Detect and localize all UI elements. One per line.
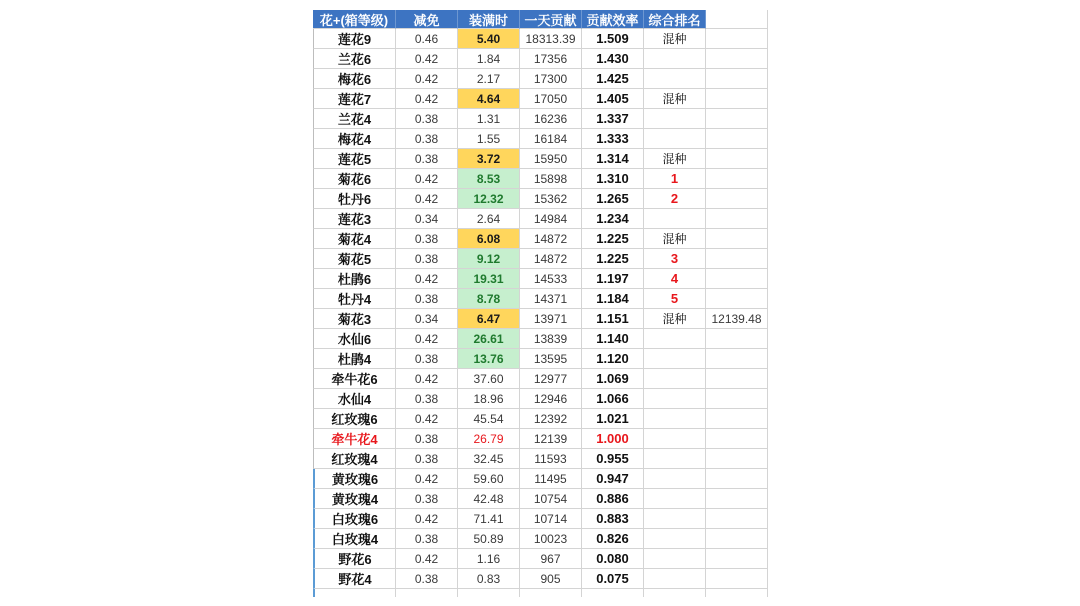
efficiency-cell: 1.337 [582,109,644,129]
daily-contribution-cell: 12392 [520,409,582,429]
trailing-cell [313,589,396,597]
fill-time-cell: 12.32 [458,189,520,209]
table-row [313,249,768,269]
flower-cell: 兰花4 [313,109,396,129]
extra-cell [706,409,768,429]
efficiency-cell: 1.197 [582,269,644,289]
reduction-cell: 0.38 [396,229,458,249]
efficiency-cell: 1.314 [582,149,644,169]
daily-contribution-cell: 12139 [520,429,582,449]
rank-cell: 混种 [644,89,706,109]
flower-cell: 野花4 [313,569,396,589]
rank-cell: 混种 [644,229,706,249]
header-blank [706,10,768,29]
table-row [313,289,768,309]
reduction-cell: 0.34 [396,209,458,229]
daily-contribution-cell: 11495 [520,469,582,489]
efficiency-cell: 1.000 [582,429,644,449]
daily-contribution-cell: 12946 [520,389,582,409]
efficiency-cell: 0.955 [582,449,644,469]
flower-cell: 野花6 [313,549,396,569]
extra-cell [706,129,768,149]
daily-contribution-cell: 15898 [520,169,582,189]
extra-cell [706,289,768,309]
flower-cell: 菊花5 [313,249,396,269]
efficiency-cell: 1.509 [582,29,644,49]
table-row [313,489,768,509]
table-row [313,29,768,49]
daily-contribution-cell: 13839 [520,329,582,349]
reduction-cell: 0.42 [396,69,458,89]
extra-cell [706,509,768,529]
extra-cell [706,189,768,209]
extra-cell [706,529,768,549]
daily-contribution-cell: 16184 [520,129,582,149]
trailing-row [313,589,768,597]
flower-cell: 梅花6 [313,69,396,89]
fill-time-cell: 6.47 [458,309,520,329]
daily-contribution-cell: 17300 [520,69,582,89]
header-row [313,10,768,29]
fill-time-cell: 1.16 [458,549,520,569]
rank-cell [644,209,706,229]
daily-contribution-cell: 15950 [520,149,582,169]
table-row [313,149,768,169]
fill-time-cell: 71.41 [458,509,520,529]
extra-cell [706,49,768,69]
flower-cell: 菊花3 [313,309,396,329]
flower-cell: 牡丹6 [313,189,396,209]
extra-cell [706,369,768,389]
table-row [313,549,768,569]
fill-time-cell: 2.64 [458,209,520,229]
daily-contribution-cell: 10023 [520,529,582,549]
efficiency-cell: 1.021 [582,409,644,429]
header-reduction: 减免 [396,10,458,29]
daily-contribution-cell: 17050 [520,89,582,109]
table-row [313,69,768,89]
fill-time-cell: 32.45 [458,449,520,469]
reduction-cell: 0.38 [396,149,458,169]
header-fill-time: 装满时 [458,10,520,29]
reduction-cell: 0.42 [396,329,458,349]
flower-cell: 菊花4 [313,229,396,249]
daily-contribution-cell: 905 [520,569,582,589]
daily-contribution-cell: 967 [520,549,582,569]
reduction-cell: 0.38 [396,249,458,269]
rank-cell: 5 [644,289,706,309]
daily-contribution-cell: 10754 [520,489,582,509]
fill-time-cell: 3.72 [458,149,520,169]
extra-cell [706,229,768,249]
rank-cell [644,369,706,389]
reduction-cell: 0.38 [396,349,458,369]
rank-cell [644,429,706,449]
flower-cell: 梅花4 [313,129,396,149]
rank-cell: 混种 [644,309,706,329]
fill-time-cell: 26.79 [458,429,520,449]
rank-cell [644,109,706,129]
extra-cell [706,429,768,449]
table-row [313,389,768,409]
daily-contribution-cell: 14984 [520,209,582,229]
fill-time-cell: 45.54 [458,409,520,429]
flower-cell: 白玫瑰4 [313,529,396,549]
fill-time-cell: 1.31 [458,109,520,129]
reduction-cell: 0.38 [396,289,458,309]
rank-cell [644,489,706,509]
reduction-cell: 0.38 [396,569,458,589]
header-daily-contribution: 一天贡献 [520,10,582,29]
fill-time-cell: 5.40 [458,29,520,49]
fill-time-cell: 13.76 [458,349,520,369]
efficiency-cell: 0.826 [582,529,644,549]
reduction-cell: 0.38 [396,449,458,469]
daily-contribution-cell: 15362 [520,189,582,209]
rank-cell: 4 [644,269,706,289]
fill-time-cell: 18.96 [458,389,520,409]
reduction-cell: 0.42 [396,469,458,489]
reduction-cell: 0.38 [396,489,458,509]
extra-cell [706,209,768,229]
table-row [313,409,768,429]
daily-contribution-cell: 13971 [520,309,582,329]
efficiency-cell: 1.425 [582,69,644,89]
table-row [313,89,768,109]
table-row [313,109,768,129]
efficiency-cell: 0.886 [582,489,644,509]
trailing-cell [396,589,458,597]
daily-contribution-cell: 14533 [520,269,582,289]
rank-cell: 2 [644,189,706,209]
rank-cell: 1 [644,169,706,189]
daily-contribution-cell: 14371 [520,289,582,309]
daily-contribution-cell: 14872 [520,249,582,269]
reduction-cell: 0.42 [396,89,458,109]
fill-time-cell: 2.17 [458,69,520,89]
reduction-cell: 0.34 [396,309,458,329]
flower-cell: 红玫瑰4 [313,449,396,469]
table-body [313,29,768,589]
extra-cell [706,69,768,89]
rank-cell [644,349,706,369]
extra-cell [706,149,768,169]
table-row [313,329,768,349]
trailing-cell [458,589,520,597]
efficiency-cell: 0.080 [582,549,644,569]
table-row [313,269,768,289]
fill-time-cell: 26.61 [458,329,520,349]
rank-cell [644,509,706,529]
trailing-cell [582,589,644,597]
fill-time-cell: 19.31 [458,269,520,289]
fill-time-cell: 8.53 [458,169,520,189]
table-row [313,309,768,329]
extra-cell [706,469,768,489]
efficiency-cell: 1.066 [582,389,644,409]
fill-time-cell: 9.12 [458,249,520,269]
reduction-cell: 0.38 [396,129,458,149]
spreadsheet-table [313,10,768,597]
reduction-cell: 0.38 [396,429,458,449]
rank-cell [644,469,706,489]
table-row [313,369,768,389]
rank-cell: 混种 [644,149,706,169]
trailing-cell [520,589,582,597]
flower-cell: 杜鹃4 [313,349,396,369]
fill-time-cell: 6.08 [458,229,520,249]
efficiency-cell: 1.405 [582,89,644,109]
daily-contribution-cell: 16236 [520,109,582,129]
rank-cell [644,409,706,429]
table-row [313,509,768,529]
flower-cell: 黄玫瑰6 [313,469,396,489]
extra-cell [706,329,768,349]
efficiency-cell: 0.883 [582,509,644,529]
extra-cell [706,169,768,189]
flower-cell: 莲花7 [313,89,396,109]
flower-cell: 牵牛花6 [313,369,396,389]
extra-cell [706,389,768,409]
flower-cell: 莲花9 [313,29,396,49]
rank-cell [644,129,706,149]
efficiency-cell: 1.151 [582,309,644,329]
daily-contribution-cell: 10714 [520,509,582,529]
flower-cell: 莲花5 [313,149,396,169]
rank-cell [644,389,706,409]
efficiency-cell: 0.075 [582,569,644,589]
rank-cell: 混种 [644,29,706,49]
fill-time-cell: 1.84 [458,49,520,69]
reduction-cell: 0.42 [396,49,458,69]
table-row [313,49,768,69]
table-row [313,469,768,489]
extra-cell [706,249,768,269]
daily-contribution-cell: 18313.39 [520,29,582,49]
trailing-cell [644,589,706,597]
daily-contribution-cell: 17356 [520,49,582,69]
fill-time-cell: 4.64 [458,89,520,109]
table-row [313,229,768,249]
rank-cell [644,49,706,69]
header-overall-rank: 综合排名 [644,10,706,29]
efficiency-cell: 1.069 [582,369,644,389]
flower-cell: 牵牛花4 [313,429,396,449]
extra-cell [706,349,768,369]
rank-cell [644,69,706,89]
table-row [313,429,768,449]
flower-cell: 黄玫瑰4 [313,489,396,509]
flower-cell: 水仙6 [313,329,396,349]
table-row [313,349,768,369]
flower-cell: 水仙4 [313,389,396,409]
fill-time-cell: 50.89 [458,529,520,549]
extra-cell [706,29,768,49]
table-row [313,209,768,229]
table-row [313,129,768,149]
header-flower: 花+(箱等级) [313,10,396,29]
reduction-cell: 0.42 [396,169,458,189]
extra-cell [706,549,768,569]
header-efficiency: 贡献效率 [582,10,644,29]
efficiency-cell: 1.310 [582,169,644,189]
rank-cell [644,569,706,589]
rank-cell [644,549,706,569]
extra-cell [706,109,768,129]
flower-cell: 莲花3 [313,209,396,229]
flower-cell: 白玫瑰6 [313,509,396,529]
fill-time-cell: 0.83 [458,569,520,589]
table-row [313,169,768,189]
daily-contribution-cell: 12977 [520,369,582,389]
extra-cell: 12139.48 [706,309,768,329]
reduction-cell: 0.38 [396,529,458,549]
fill-time-cell: 59.60 [458,469,520,489]
rank-cell: 3 [644,249,706,269]
flower-cell: 杜鹃6 [313,269,396,289]
flower-cell: 红玫瑰6 [313,409,396,429]
efficiency-cell: 1.430 [582,49,644,69]
table-row [313,189,768,209]
efficiency-cell: 1.140 [582,329,644,349]
reduction-cell: 0.38 [396,109,458,129]
fill-time-cell: 1.55 [458,129,520,149]
extra-cell [706,269,768,289]
extra-cell [706,569,768,589]
efficiency-cell: 0.947 [582,469,644,489]
reduction-cell: 0.46 [396,29,458,49]
efficiency-cell: 1.225 [582,229,644,249]
efficiency-cell: 1.120 [582,349,644,369]
extra-cell [706,89,768,109]
rank-cell [644,449,706,469]
rank-cell [644,329,706,349]
extra-cell [706,449,768,469]
trailing-cell [706,589,768,597]
fill-time-cell: 8.78 [458,289,520,309]
table-row [313,449,768,469]
reduction-cell: 0.42 [396,549,458,569]
table-row [313,529,768,549]
efficiency-cell: 1.333 [582,129,644,149]
reduction-cell: 0.38 [396,389,458,409]
rank-cell [644,529,706,549]
daily-contribution-cell: 14872 [520,229,582,249]
efficiency-cell: 1.184 [582,289,644,309]
efficiency-cell: 1.265 [582,189,644,209]
reduction-cell: 0.42 [396,369,458,389]
fill-time-cell: 37.60 [458,369,520,389]
flower-cell: 牡丹4 [313,289,396,309]
daily-contribution-cell: 11593 [520,449,582,469]
flower-cell: 兰花6 [313,49,396,69]
reduction-cell: 0.42 [396,509,458,529]
reduction-cell: 0.42 [396,409,458,429]
table-row [313,569,768,589]
flower-cell: 菊花6 [313,169,396,189]
efficiency-cell: 1.225 [582,249,644,269]
reduction-cell: 0.42 [396,189,458,209]
efficiency-cell: 1.234 [582,209,644,229]
reduction-cell: 0.42 [396,269,458,289]
extra-cell [706,489,768,509]
daily-contribution-cell: 13595 [520,349,582,369]
fill-time-cell: 42.48 [458,489,520,509]
